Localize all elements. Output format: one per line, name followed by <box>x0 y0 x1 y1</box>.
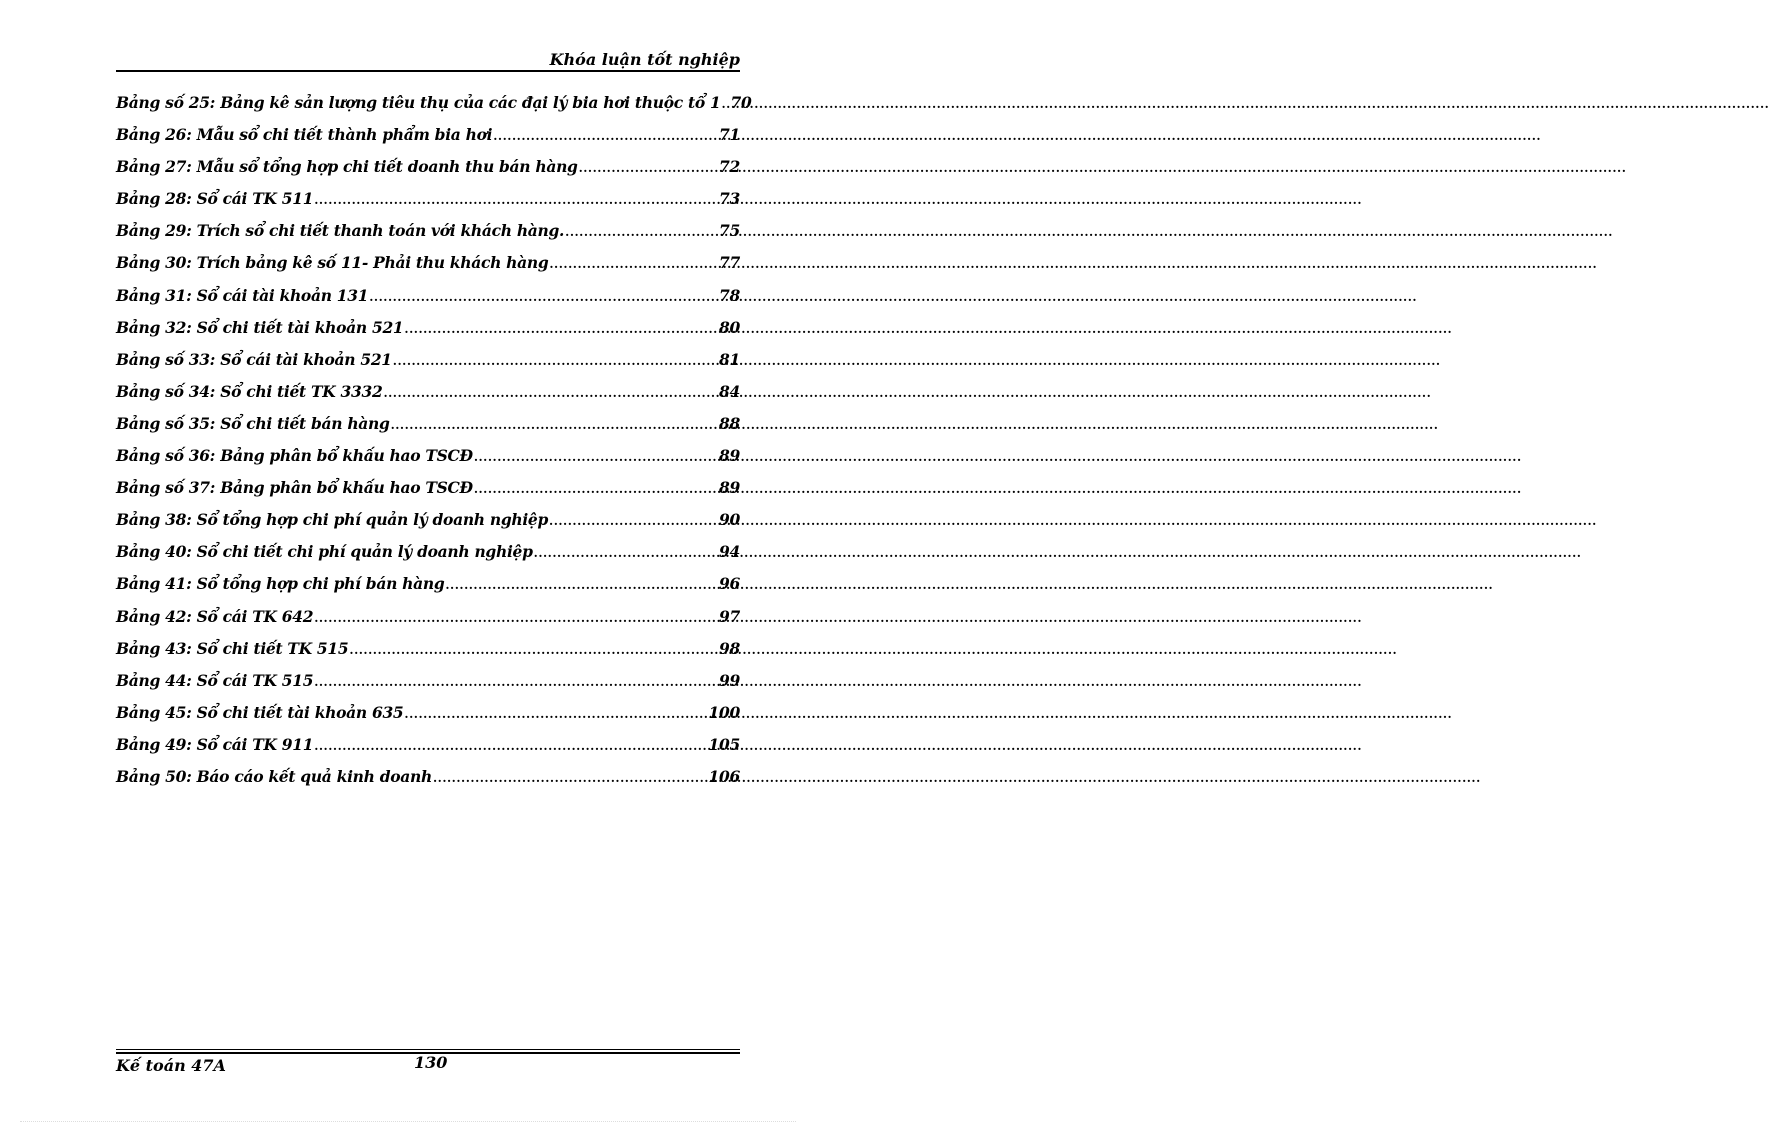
toc-leader-dots <box>314 193 718 207</box>
toc-leader-dots <box>404 707 707 721</box>
toc-leader-dots <box>549 514 718 528</box>
toc-entry-title: Bảng số 37: Bảng phân bổ khấu hao TSCĐ <box>116 478 473 498</box>
toc-entry-page: 96 <box>719 574 740 594</box>
toc-leader-dots <box>314 611 718 625</box>
toc-leader-dots <box>349 643 718 657</box>
toc-leader-dots <box>579 161 718 175</box>
table-of-contents <box>116 93 752 799</box>
toc-entry[interactable] <box>116 157 740 189</box>
toc-entry-page: 77 <box>719 253 740 273</box>
toc-entry-page: 97 <box>719 606 740 626</box>
toc-leader-dots <box>391 418 718 432</box>
toc-entry-page: 72 <box>719 157 740 177</box>
toc-entry-title: Bảng 44: Sổ cái TK 515 <box>116 670 314 690</box>
toc-entry-page: 99 <box>719 670 740 690</box>
toc-entry-page: 106 <box>708 766 740 786</box>
toc-entry-title: Bảng 50: Báo cáo kết quả kinh doanh <box>116 766 432 786</box>
toc-entry-page: 78 <box>719 285 740 305</box>
toc-entry-page: 81 <box>719 349 740 369</box>
toc-entry-page: 88 <box>719 413 740 433</box>
toc-entry[interactable] <box>116 93 752 125</box>
toc-entry-title: Bảng 28: Sổ cái TK 511 <box>116 189 314 209</box>
toc-entry[interactable] <box>116 639 740 671</box>
toc-entry-title: Bảng 49: Sổ cái TK 911 <box>116 734 314 754</box>
toc-entry-title: Bảng 29: Trích sổ chi tiết thanh toán với khách hàng. <box>116 221 565 241</box>
toc-entry-page: 80 <box>719 317 740 337</box>
toc-entry[interactable] <box>116 671 740 703</box>
toc-entry[interactable] <box>116 125 740 157</box>
toc-entry-page: 98 <box>719 638 740 658</box>
toc-entry-title: Bảng 32: Sổ chi tiết tài khoản 521 <box>116 317 404 337</box>
toc-leader-dots <box>433 771 708 785</box>
toc-entry[interactable] <box>116 253 740 285</box>
toc-leader-dots <box>493 129 718 143</box>
toc-entry[interactable] <box>116 189 740 221</box>
toc-entry-page: 73 <box>719 189 740 209</box>
toc-entry-page: 89 <box>719 478 740 498</box>
toc-entry[interactable] <box>116 542 740 574</box>
toc-leader-dots <box>314 675 718 689</box>
toc-entry-page: 94 <box>719 542 740 562</box>
toc-leader-dots <box>474 482 718 496</box>
toc-entry-title: Bảng số 25: Bảng kê sản lượng tiêu thụ của các đại lý bia hơi thuộc tổ 1 <box>116 93 721 112</box>
toc-entry-title: Bảng 38: Sổ tổng hợp chi phí quản lý doanh nghiệp <box>116 510 549 530</box>
toc-entry-title: Bảng số 35: Sổ chi tiết bán hàng <box>116 413 390 433</box>
document-page <box>0 0 816 1123</box>
toc-entry-page: 71 <box>719 125 740 145</box>
toc-entry-title: Bảng 31: Sổ cái tài khoản 131 <box>116 285 369 305</box>
toc-entry[interactable] <box>116 607 740 639</box>
toc-entry-page: 75 <box>719 221 740 241</box>
toc-entry-page: 70 <box>730 93 752 112</box>
toc-entry-title: Bảng 40: Sổ chi tiết chi phí quản lý doanh nghiệp <box>116 542 533 562</box>
page-number: 130 <box>414 1053 448 1072</box>
toc-entry[interactable] <box>116 735 740 767</box>
toc-leader-dots <box>549 257 718 271</box>
header-rule <box>116 70 740 72</box>
toc-leader-dots <box>445 578 718 592</box>
toc-entry[interactable] <box>116 446 740 478</box>
toc-entry[interactable] <box>116 382 740 414</box>
toc-leader-dots <box>404 322 718 336</box>
toc-entry-title: Bảng số 33: Sổ cái tài khoản 521 <box>116 349 392 369</box>
toc-leader-dots <box>383 386 718 400</box>
toc-entry[interactable] <box>116 414 740 446</box>
toc-leader-dots <box>314 739 707 753</box>
toc-entry[interactable] <box>116 350 740 382</box>
toc-leader-dots <box>721 97 729 111</box>
toc-entry[interactable] <box>116 510 740 542</box>
page-edge-dotted-line <box>20 1121 796 1122</box>
toc-entry-page: 105 <box>708 734 740 754</box>
toc-entry-page: 89 <box>719 446 740 466</box>
toc-entry-page: 84 <box>719 381 740 401</box>
toc-entry[interactable] <box>116 318 740 350</box>
toc-entry-title: Bảng 45: Sổ chi tiết tài khoản 635 <box>116 702 404 722</box>
toc-entry-title: Bảng 26: Mẫu sổ chi tiết thành phẩm bia hơi <box>116 125 493 145</box>
toc-entry[interactable] <box>116 703 740 735</box>
toc-entry-title: Bảng 41: Sổ tổng hợp chi phí bán hàng <box>116 574 445 594</box>
toc-leader-dots <box>565 225 718 239</box>
toc-entry-title: Bảng 30: Trích bảng kê số 11- Phải thu khách hàng <box>116 253 549 273</box>
toc-entry-title: Bảng 42: Sổ cái TK 642 <box>116 606 314 626</box>
footer-label: Kế toán 47A <box>116 1056 226 1075</box>
toc-entry[interactable] <box>116 221 740 253</box>
toc-entry-title: Bảng 27: Mẫu sổ tổng hợp chi tiết doanh thu bán hàng <box>116 157 578 177</box>
footer-rule <box>116 1049 740 1050</box>
toc-entry[interactable] <box>116 767 740 799</box>
toc-entry-title: Bảng số 34: Sổ chi tiết TK 3332 <box>116 381 383 401</box>
toc-leader-dots <box>393 354 718 368</box>
toc-entry[interactable] <box>116 574 740 606</box>
toc-entry-title: Bảng số 36: Bảng phân bổ khấu hao TSCĐ <box>116 446 473 466</box>
toc-leader-dots <box>369 290 718 304</box>
toc-leader-dots <box>534 546 718 560</box>
toc-entry-page: 90 <box>719 510 740 530</box>
toc-leader-dots <box>474 450 718 464</box>
header-title: Khóa luận tốt nghiệp <box>549 50 740 69</box>
toc-entry-title: Bảng 43: Sổ chi tiết TK 515 <box>116 638 349 658</box>
toc-entry[interactable] <box>116 478 740 510</box>
toc-entry[interactable] <box>116 286 740 318</box>
toc-entry-page: 100 <box>708 702 740 722</box>
